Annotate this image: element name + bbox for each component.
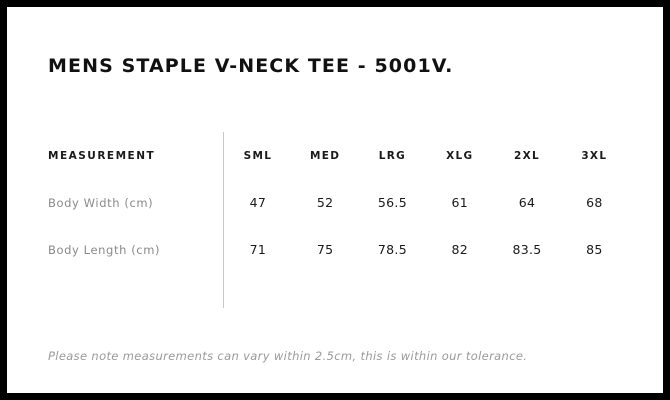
header-size-2xl: 2XL [514,149,541,162]
header-size-med: MED [310,149,341,162]
cell-body-width-xlg: 61 [451,195,468,210]
cell-body-width-3xl: 68 [586,195,603,210]
header-size-lrg: LRG [378,149,407,162]
header-size-xlg: XLG [446,149,474,162]
cell-body-width-2xl: 64 [518,195,536,210]
page-title: MENS STAPLE V-NECK TEE - 5001V. [48,55,454,77]
row-label-body-width: Body Width (cm) [48,179,224,226]
cell-body-length-med: 75 [316,242,334,257]
size-chart-page [7,7,663,393]
column-divider-bottom [223,273,224,308]
table-row [48,226,628,273]
cell-body-width-sml: 47 [249,195,267,210]
cell-body-width-med: 52 [316,195,334,210]
cell-body-length-lrg: 78.5 [377,242,407,257]
table-header-row [48,132,628,179]
cell-body-length-3xl: 85 [586,242,603,257]
header-size-3xl: 3XL [581,149,608,162]
header-measurement: MEASUREMENT [48,132,224,179]
row-label-body-length: Body Length (cm) [48,226,224,273]
cell-body-length-sml: 71 [249,242,267,257]
cell-body-width-lrg: 56.5 [377,195,407,210]
table-row [48,179,628,226]
size-table-head [48,132,628,179]
cell-body-length-2xl: 83.5 [512,242,542,257]
size-table-wrapper [48,132,628,273]
tolerance-note: Please note measurements can vary within 2.5cm, this is within our tolerance. [48,349,528,363]
cell-body-length-xlg: 82 [451,242,468,257]
header-size-sml: SML [243,149,273,162]
size-table [48,132,628,273]
size-table-body [48,179,628,273]
